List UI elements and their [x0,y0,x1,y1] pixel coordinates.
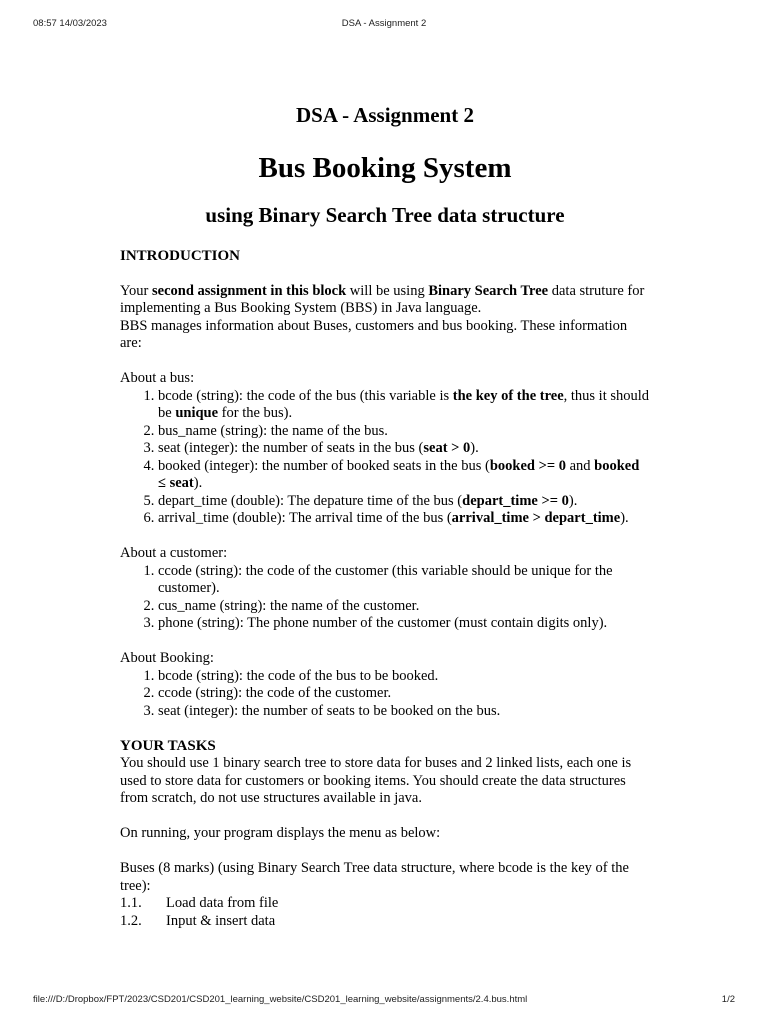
tasks-heading: YOUR TASKS [120,737,216,754]
list-item: 4. booked (integer): the number of booked seats in the bus (booked >= 0 and booked ≤ seat). [158,458,650,493]
list-item: 3. phone (string): The phone number of the customer (must contain digits only). [158,615,650,633]
page-title: Bus Booking System [258,152,512,184]
menu-item [120,913,650,931]
list-item: 3. seat (integer): the number of seats to be booked on the bus. [158,703,650,721]
customer-section-label: About a customer: [120,545,228,561]
menu-item [120,895,650,913]
list-item: 3. seat (integer): the number of seats in the bus (seat > 0). [158,440,650,458]
spacer [120,230,650,248]
spacer [120,633,650,651]
print-title: DSA - Assignment 2 [341,18,427,29]
tasks-paragraph: You should use 1 binary search tree to store data for buses and 2 linked lists, each one is used to store data for customers or booking items. You should create the data structures from scratch, do not use structures available in java. [120,755,632,806]
menu-list [120,895,650,930]
spacer [120,720,650,738]
page-number: 1/2 [721,994,735,1005]
bus-attribute-list [120,388,650,528]
page-subtitle: using Binary Search Tree data structure [205,203,565,227]
menu-item-number: 1.2. [120,912,142,929]
list-item: 1. ccode (string): the code of the customer (this variable should be unique for the customer). [158,563,650,598]
intro-paragraph-2: BBS manages information about Buses, customers and bus booking. These information are: [120,317,628,351]
buses-paragraph: Buses (8 marks) (using Binary Search Tree data structure, where bcode is the key of the tree): [120,860,629,894]
list-item: 5. depart_time (double): The depature time of the bus (depart_time >= 0). [158,493,650,511]
list-item: 1. bcode (string): the code of the bus (this variable is the key of the tree, thus it should be unique for the bus). [158,388,650,423]
menu-item-text: Load data from file [166,895,279,911]
spacer [120,528,650,546]
spacer [120,353,650,371]
list-item: 1. bcode (string): the code of the bus to be booked. [158,668,650,686]
spacer [120,843,650,861]
intro-paragraph: Your second assignment in this block will be using Binary Search Tree data struture for implementing a Bus Booking System (BBS) in Java language. [120,282,645,316]
list-item: 2. bus_name (string): the name of the bus. [158,423,650,441]
print-header [33,18,735,32]
document-body [120,100,650,930]
intro-heading: INTRODUCTION [120,247,241,264]
print-footer [33,994,735,1008]
menu-item-number: 1.1. [120,895,142,911]
list-item: 6. arrival_time (double): The arrival time of the bus (arrival_time > depart_time). [158,510,650,528]
booking-attribute-list [120,668,650,721]
spacer [120,265,650,283]
print-datetime: 08:57 14/03/2023 [33,18,107,29]
booking-section-label: About Booking: [120,650,214,666]
bus-section-label: About a bus: [120,370,195,386]
spacer [120,808,650,826]
menu-item-text: Input & insert data [166,912,276,929]
menu-intro-paragraph: On running, your program displays the menu as below: [120,825,441,841]
file-path: file:///D:/Dropbox/FPT/2023/CSD201/CSD201_learning_website/CSD201_learning_website/assignments/2.4.bus.html [33,994,528,1005]
customer-attribute-list [120,563,650,633]
list-item: 2. cus_name (string): the name of the customer. [158,598,650,616]
list-item: 2. ccode (string): the code of the customer. [158,685,650,703]
assignment-heading: DSA - Assignment 2 [296,103,474,127]
